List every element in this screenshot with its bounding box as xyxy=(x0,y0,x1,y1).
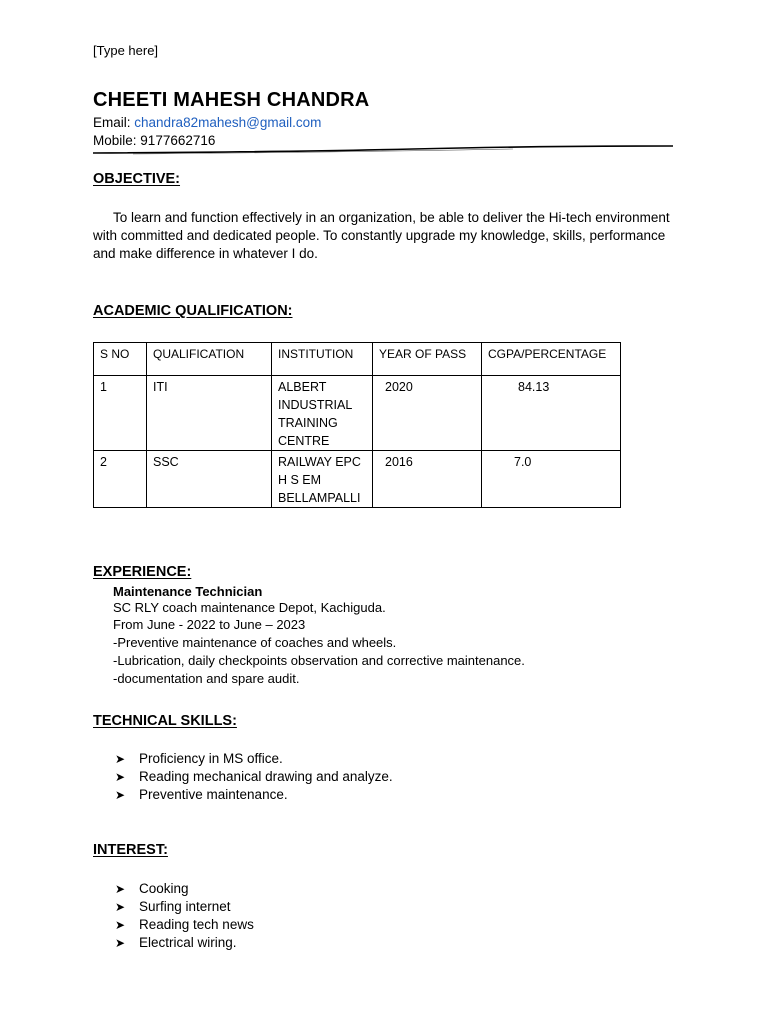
institution-line: INDUSTRIAL xyxy=(278,398,353,412)
interest-text: Electrical wiring. xyxy=(139,935,237,950)
table-header-row xyxy=(94,343,621,376)
candidate-name: CHEETI MAHESH CHANDRA xyxy=(93,89,370,111)
technical-skills-list xyxy=(115,750,393,804)
interest-heading: INTEREST: xyxy=(93,842,168,858)
list-item xyxy=(115,898,254,916)
arrowhead-bullet-icon: ➤ xyxy=(115,770,126,784)
mobile-number: 9177662716 xyxy=(140,133,216,148)
arrowhead-bullet-icon: ➤ xyxy=(115,936,126,950)
interest-text: Surfing internet xyxy=(139,899,231,914)
arrowhead-bullet-icon: ➤ xyxy=(115,882,126,896)
skill-text: Proficiency in MS office. xyxy=(139,751,283,766)
interest-list xyxy=(115,880,254,952)
experience-employer: SC RLY coach maintenance Depot, Kachiguda. xyxy=(113,600,386,615)
objective-heading: OBJECTIVE: xyxy=(93,171,181,187)
email-label: Email: xyxy=(93,115,131,130)
list-item xyxy=(115,934,254,952)
experience-duty: -Lubrication, daily checkpoints observation and corrective maintenance. xyxy=(113,653,525,668)
institution-line: H S EM xyxy=(278,473,322,487)
interest-text: Reading tech news xyxy=(139,917,254,932)
arrowhead-bullet-icon: ➤ xyxy=(115,918,126,932)
institution-line: BELLAMPALLI xyxy=(278,491,361,505)
table-row xyxy=(94,451,621,508)
header-divider xyxy=(93,144,673,158)
technical-skills-heading: TECHNICAL SKILLS: xyxy=(93,713,237,729)
institution-line: ALBERT xyxy=(278,380,327,394)
header-sno: S NO xyxy=(94,343,147,376)
cell-sno: 2 xyxy=(94,451,147,508)
header-year: YEAR OF PASS xyxy=(373,343,482,376)
experience-role: Maintenance Technician xyxy=(113,584,263,599)
institution-line: CENTRE xyxy=(278,434,330,448)
cell-institution xyxy=(272,451,373,508)
cell-score: 84.13 xyxy=(482,376,621,451)
header-score: CGPA/PERCENTAGE xyxy=(482,343,621,376)
list-item xyxy=(115,750,393,768)
academic-heading: ACADEMIC QUALIFICATION: xyxy=(93,303,293,319)
mobile-label: Mobile: xyxy=(93,133,137,148)
experience-duty: -Preventive maintenance of coaches and wheels. xyxy=(113,635,397,650)
header-qualification: QUALIFICATION xyxy=(147,343,272,376)
experience-duty: -documentation and spare audit. xyxy=(113,671,300,686)
skill-text: Preventive maintenance. xyxy=(139,787,288,802)
email-link[interactable]: chandra82mahesh@gmail.com xyxy=(134,115,322,130)
table-row xyxy=(94,376,621,451)
cell-year: 2020 xyxy=(373,376,482,451)
interest-text: Cooking xyxy=(139,881,189,896)
arrowhead-bullet-icon: ➤ xyxy=(115,752,126,766)
arrowhead-bullet-icon: ➤ xyxy=(115,900,126,914)
cell-qualification: ITI xyxy=(147,376,272,451)
cell-year: 2016 xyxy=(373,451,482,508)
cell-score: 7.0 xyxy=(482,451,621,508)
list-item xyxy=(115,916,254,934)
institution-line: RAILWAY EPC xyxy=(278,455,361,469)
objective-paragraph xyxy=(93,209,683,263)
header-institution: INSTITUTION xyxy=(272,343,373,376)
cell-institution xyxy=(272,376,373,451)
list-item xyxy=(115,880,254,898)
list-item xyxy=(115,768,393,786)
cell-sno: 1 xyxy=(94,376,147,451)
experience-dates: From June - 2022 to June – 2023 xyxy=(113,617,306,632)
institution-line: TRAINING xyxy=(278,416,338,430)
cell-qualification: SSC xyxy=(147,451,272,508)
email-line xyxy=(93,115,321,130)
qualification-table xyxy=(93,342,621,508)
header-placeholder-text: [Type here] xyxy=(93,43,159,58)
objective-text: To learn and function effectively in an organization, be able to deliver the Hi-tech environment with committed and dedicated people. To constantly upgrade my knowledge, skills, performance and make difference in whatever I do. xyxy=(93,210,670,261)
experience-heading: EXPERIENCE: xyxy=(93,564,192,580)
skill-text: Reading mechanical drawing and analyze. xyxy=(139,769,393,784)
arrowhead-bullet-icon: ➤ xyxy=(115,788,126,802)
list-item xyxy=(115,786,393,804)
